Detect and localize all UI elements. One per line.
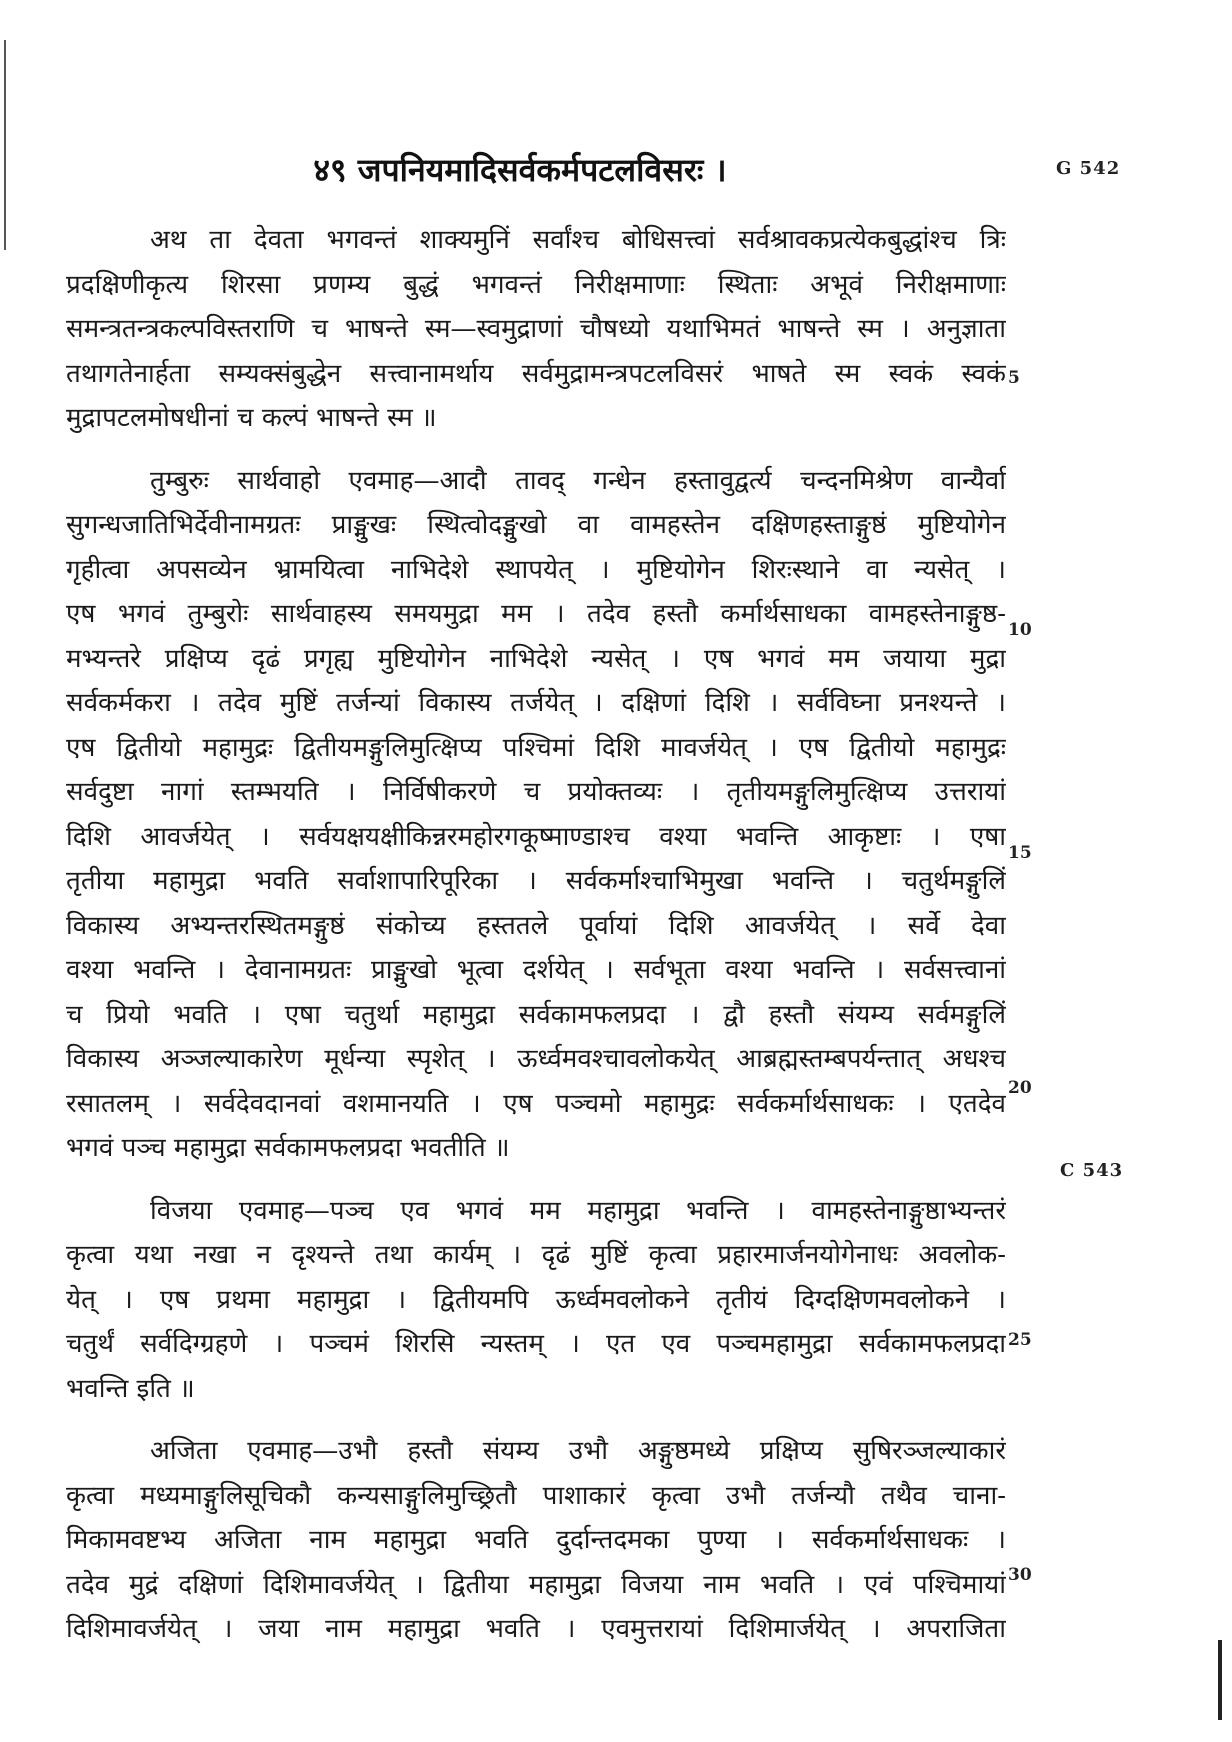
text-line: अजिता एवमाह—उभौ हस्तौ संयम्य उभौ अङ्गुष्ठमध्ये प्रक्षिप्य सुषिरञ्जल्याकारं xyxy=(150,1436,1006,1466)
text-line: गृहीत्वा अपसव्येन भ्रामयित्वा नाभिदेशे स्थापयेत् । मुष्टियोगेन शिरःस्थाने वा न्यसेत् । xyxy=(66,554,1006,585)
text-line: च प्रियो भवति । एषा चतुर्था महामुद्रा सर्वकामफलप्रदा । द्वौ हस्तौ संयम्य सर्वमङ्गुलिं xyxy=(66,999,1006,1030)
text-line: तथागतेनार्हता सम्यक्संबुद्धेन सत्त्वानामर्थाय सर्वमुद्रामन्त्रपटलविसरं भाषते स्म स्वकं स्वकं xyxy=(66,358,1006,389)
text-line: दिशि आवर्जयेत् । सर्वयक्षयक्षीकिन्नरमहोरगकूष्माण्डाश्च वश्या भवन्ति आकृष्टाः । एषा xyxy=(66,821,1006,852)
text-line: मुद्रापटलमोषधीनां च कल्पं भाषन्ते स्म ॥ xyxy=(66,403,437,433)
text-line: सर्वकर्मकरा । तदेव मुष्टिं तर्जन्यां विकास्य तर्जयेत् । दक्षिणां दिशि । सर्वविघ्ना प्रनश्यन्ते । xyxy=(66,688,1006,718)
text-line: प्रदक्षिणीकृत्य शिरसा प्रणम्य बुद्धं भगवन्तं निरीक्षमाणाः स्थिताः अभूवं निरीक्षमाणाः xyxy=(66,269,1006,300)
text-line: रसातलम् । सर्वदेवदानवां वशमानयति । एष पञ्चमो महामुद्रः सर्वकर्मार्थसाधकः । एतदेव xyxy=(66,1088,1006,1119)
line-number: 30 xyxy=(1008,1565,1032,1585)
text-line: सर्वदुष्टा नागां स्तम्भयति । निर्विषीकरणे च प्रयोक्तव्यः । तृतीयमङ्गुलिमुत्क्षिप्य उत्तरायां xyxy=(66,777,1006,807)
line-number: 20 xyxy=(1008,1078,1032,1098)
margin-ref-top: G 542 xyxy=(1056,158,1121,179)
text-line: एष भगवं तुम्बुरोः सार्थवाहस्य समयमुद्रा मम । तदेव हस्तौ कर्मार्थसाधका वामहस्तेनाङ्गुष्ठ- xyxy=(66,599,1006,629)
text-line: भगवं पञ्च महामुद्रा सर्वकामफलप्रदा भवतीति ॥ xyxy=(66,1133,510,1163)
paragraph-1 xyxy=(66,218,1006,441)
body-text xyxy=(66,218,1006,1670)
chapter-title: ४९ जपनियमादिसर्वकर्मपटलविसरः । xyxy=(313,151,727,189)
scan-edge-mark xyxy=(1218,1640,1222,1720)
line-number: 10 xyxy=(1008,620,1032,640)
text-line: समन्त्रतन्त्रकल्पविस्तराणि च भाषन्ते स्म—स्वमुद्राणां चौषध्यो यथाभिमतं भाषन्ते स्म । अनुज्ञाता xyxy=(66,314,1006,344)
text-line: विजया एवमाह—पञ्च एव भगवं मम महामुद्रा भवन्ति । वामहस्तेनाङ्गुष्ठाभ्यन्तरं xyxy=(150,1195,1006,1226)
text-line: दिशिमावर्जयेत् । जया नाम महामुद्रा भवति । एवमुत्तरायां दिशिमार्जयेत् । अपराजिता xyxy=(66,1614,1006,1644)
margin-ref-mid: C 543 xyxy=(1060,1160,1124,1181)
text-line: विकास्य अभ्यन्तरस्थितमङ्गुष्ठं संकोच्य हस्ततले पूर्वायां दिशि आवर्जयेत् । सर्वे देवा xyxy=(66,910,1006,941)
text-line: भवन्ति इति ॥ xyxy=(66,1373,195,1404)
text-line: विकास्य अञ्जल्याकारेण मूर्धन्या स्पृशेत् । ऊर्ध्वमवश्चावलोकयेत् आब्रह्मस्तम्बपर्यन्तात् अधश्च xyxy=(66,1044,1006,1074)
text-line: मभ्यन्तरे प्रक्षिप्य दृढं प्रगृह्य मुष्टियोगेन नाभिदेशे न्यसेत् । एष भगवं मम जयाया मुद्रा xyxy=(66,643,1006,674)
text-line: वश्या भवन्ति । देवानामग्रतः प्राङ्मुखो भूत्वा दर्शयेत् । सर्वभूता वश्या भवन्ति । सर्वसत्त्वानां xyxy=(66,955,1006,985)
text-line: तृतीया महामुद्रा भवति सर्वाशापारिपूरिका । सर्वकर्माश्चाभिमुखा भवन्ति । चतुर्थमङ्गुलिं xyxy=(66,866,1006,896)
text-line: एष द्वितीयो महामुद्रः द्वितीयमङ्गुलिमुत्क्षिप्य पश्चिमां दिशि मावर्जयेत् । एष द्वितीयो महामुद्रः xyxy=(66,732,1006,763)
text-line: कृत्वा मध्यमाङ्गुलिसूचिकौ कन्यसाङ्गुलिमुच्छ्रितौ पाशाकारं कृत्वा उभौ तर्जन्यौ तथैव चाना- xyxy=(66,1480,1006,1511)
left-margin-rule xyxy=(4,40,6,250)
line-number: 15 xyxy=(1008,843,1032,863)
line-number: 5 xyxy=(1008,368,1020,388)
line-number: 25 xyxy=(1008,1330,1032,1350)
text-line: सुगन्धजातिभिर्देवीनामग्रतः प्राङ्मुखः स्थित्वोदङ्मुखो वा वामहस्तेन दक्षिणहस्ताङ्गुष्ठं मुष्टियोगेन xyxy=(66,510,1006,540)
text-line: चतुर्थं सर्वदिग्ग्रहणे । पञ्चमं शिरसि न्यस्तम् । एत एव पञ्चमहामुद्रा सर्वकामफलप्रदा xyxy=(66,1329,1006,1359)
text-line: मिकामवष्टभ्य अजिता नाम महामुद्रा भवति दुर्दान्तदमका पुण्या । सर्वकर्मार्थसाधकः । xyxy=(66,1525,1006,1555)
paragraph-2 xyxy=(66,459,1006,1171)
text-line: अथ ता देवता भगवन्तं शाक्यमुनिं सर्वांश्च बोधिसत्त्वां सर्वश्रावकप्रत्येकबुद्धांश्च त्रिः xyxy=(150,225,1006,255)
text-line: कृत्वा यथा नखा न दृश्यन्ते तथा कार्यम् । दृढं मुष्टिं कृत्वा प्रहारमार्जनयोगेनाधः अवलोक- xyxy=(66,1240,1006,1270)
paragraph-3 xyxy=(66,1189,1006,1412)
paragraph-4 xyxy=(66,1429,1006,1652)
text-line: तदेव मुद्रं दक्षिणां दिशिमावर्जयेत् । द्वितीया महामुद्रा विजया नाम भवति । एवं पश्चिमायां xyxy=(66,1569,1006,1600)
text-line: येत् । एष प्रथमा महामुद्रा । द्वितीयमपि ऊर्ध्वमवलोकने तृतीयं दिग्दक्षिणमवलोकने । xyxy=(66,1284,1006,1315)
text-line: तुम्बुरुः सार्थवाहो एवमाह—आदौ तावद् गन्धेन हस्तावुद्वर्त्य चन्दनमिश्रेण वान्यैर्वा xyxy=(150,465,1006,496)
